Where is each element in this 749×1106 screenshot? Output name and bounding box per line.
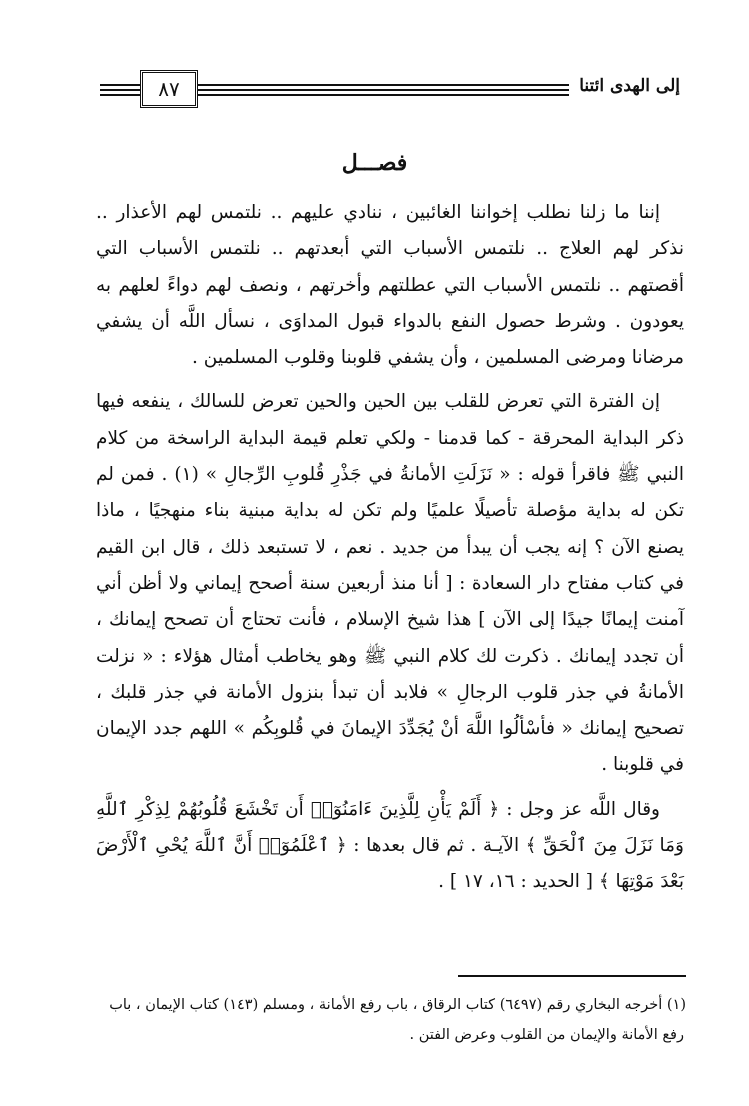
paragraph: إننا ما زلنا نطلب إخواننا الغائبين ، ننادي عليهم .. نلتمس لهم الأعذار .. نذكر لهم العلاج .. نلتمس الأسباب التي أبعدتهم .. نلتمس الأسباب التي أقصتهم .. نلتمس الأسباب التي عطلتهم وأخرتهم ، ونصف لهم دواءً لعلهم به يعودون . وشرط حصول النفع بالدواء قبول المداوَى ، نسأل اللَّه أن يشفي مرضانا ومرضى المسلمين ، وأن يشفي قلوبنا وقلوب المسلمين . [96, 202, 684, 369]
footnote [96, 990, 686, 1050]
page-number: ٨٧ [140, 70, 198, 108]
page-header [100, 70, 680, 112]
main-text [96, 195, 684, 909]
section-title: فصـــل [341, 150, 408, 176]
paragraph: إن الفترة التي تعرض للقلب بين الحين والحين تعرض للسالك ، ينفعه فيها ذكر البداية المحرقة - كما قدمنا - ولكي تعلم قيمة البداية الراسخة من كلام النبي ﷺ فاقرأ قوله : « نَزَلَتِ الأمانةُ في جَذْرِ قُلوبِ الرِّجالِ » (١) . فمن لم تكن له بداية مؤصلة تأصيلًا علميًا ولم تكن له بداية مبنية بناء منهجيًا ، ماذا يصنع الآن ؟ إنه يجب أن يبدأ من جديد . نعم ، لا تستبعد ذلك ، قال ابن القيم في كتاب مفتاح دار السعادة : [ أنا منذ أربعين سنة أصحح إيماني ولا أظن أني آمنت إيمانًا جيدًا إلى الآن ] هذا شيخ الإسلام ، فأنت تحتاج أن تصحح إيمانك ، أن تجدد إيمانك . ذكرت لك كلام النبي ﷺ وهو يخاطب أمثال هؤلاء : « نزلت الأمانةُ في جذر قلوب الرجالِ » فلابد أن تبدأ بنزول الأمانة في جذر قلبك ، تصحيح إيمانك « فأسْألُوا اللَّهَ أنْ يُجَدِّدَ الإيمانَ في قُلوبِكُم » اللهم جدد الإيمان في قلوبنا . [96, 391, 685, 776]
running-title: إلى الهدى ائتنا [569, 76, 680, 96]
footnote-line: رفع الأمانة والإيمان من القلوب وعرض الفتن . [409, 1027, 684, 1043]
footnote-separator [458, 975, 686, 977]
paragraph: وقال اللَّه عز وجل : ﴿ أَلَمْ يَأْنِ لِلَّذِينَ ءَامَنُوٓا۟ أَن تَخْشَعَ قُلُوبُهُمْ لِذِكْرِ ٱللَّهِ وَمَا نَزَلَ مِنَ ٱلْحَقِّ ﴾ الآيـة . ثم قال بعدها : ﴿ ٱعْلَمُوٓا۟ أَنَّ ٱللَّهَ يُحْىِ ٱلْأَرْضَ بَعْدَ مَوْتِهَا ﴾ [ الحديد : ١٦، ١٧ ] . [96, 798, 684, 893]
footnote-line: (١) أخرجه البخاري رقم (٦٤٩٧) كتاب الرقاق ، باب رفع الأمانة ، ومسلم (١٤٣) كتاب الإيمان ، باب [109, 997, 686, 1013]
